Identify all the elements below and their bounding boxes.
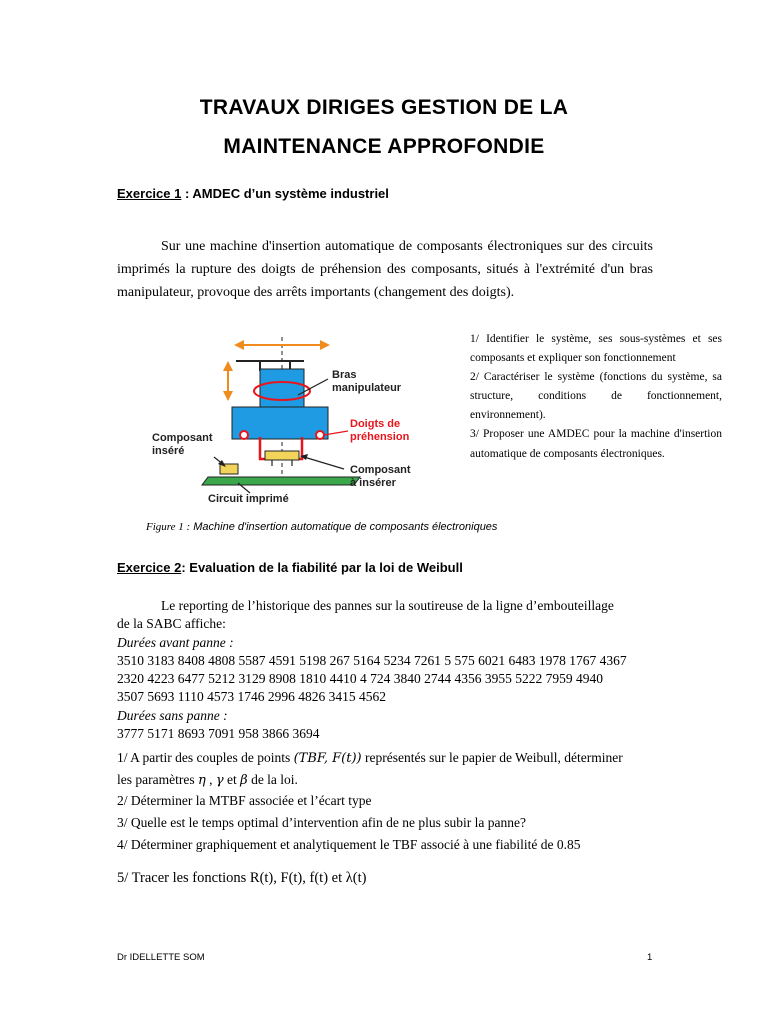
figure-1-caption — [146, 521, 497, 533]
exercise1-title: : AMDEC d’un système industriel — [181, 186, 389, 201]
dap-label: Durées avant panne : — [117, 634, 234, 650]
exercise1-label: Exercice 1 — [117, 186, 182, 201]
dsp-label: Durées sans panne : — [117, 707, 228, 723]
footer-author: Dr IDELLETTE SOM — [117, 952, 205, 963]
exercise1-question-3: 3/ Proposer une AMDEC pour la machine d'insertion automatique de composants électroniques. — [470, 428, 722, 460]
figure-1-diagram — [148, 333, 420, 507]
dap-line-2: 2320 4223 6477 5212 3129 8908 1810 4410 4 724 3840 2744 4356 3955 5222 7959 4940 — [117, 671, 603, 687]
math-tbf-ft: (TBF, F(t)) — [293, 751, 362, 766]
finger-right — [316, 431, 324, 439]
label-manipulateur: manipulateur — [332, 382, 402, 394]
exercise2-question-3: 3/ Quelle est le temps optimal d’intervention afin de ne plus subir la panne? — [117, 815, 527, 830]
label-composant-insere-1: Composant — [152, 432, 213, 444]
math-gamma: γ — [215, 773, 224, 788]
exercise2-question-2: 2/ Déterminer la MTBF associée et l’écart type — [117, 793, 372, 808]
exercise2-body — [117, 597, 717, 743]
figure-caption-text: Machine d'insertion automatique de composants électroniques — [190, 521, 498, 533]
exercise1-heading — [117, 186, 389, 201]
exercise2-title: : Evaluation de la fiabilité par la loi de Weibull — [181, 560, 463, 575]
dap-line-1: 3510 3183 8408 4808 5587 4591 5198 267 5164 5234 7261 5 575 6021 6483 1978 1767 4367 — [117, 652, 627, 668]
exercise1-paragraph: Sur une machine d'insertion automatique de composants électroniques sur des circuits imprimés la rupture des doigts de préhension des composants, situés à l'extrémité d'un bras manipulateur, provoque des arrêts importants (changement des doigts). — [117, 239, 653, 300]
math-beta: β — [240, 773, 248, 788]
exercise2-question-5: 5/ Tracer les fonctions R(t), F(t), f(t) et λ(t) — [117, 870, 367, 886]
exercise2-question-4: 4/ Déterminer graphiquement et analytiquement le TBF associé à une fiabilité de 0.85 — [117, 837, 581, 852]
dap-line-3: 3507 5693 1110 4573 1746 2996 4826 3415 4562 — [117, 689, 386, 705]
document-title-line1: TRAVAUX DIRIGES GESTION DE LA — [199, 96, 569, 119]
exercise2-heading — [117, 560, 463, 575]
dsp-line: 3777 5171 8693 7091 958 3866 3694 — [117, 726, 320, 742]
printed-circuit — [202, 477, 360, 485]
label-composant-inserer-2: à insérer — [350, 477, 396, 489]
document-title-line2: MAINTENANCE APPROFONDIE — [223, 135, 545, 158]
component-to-insert — [265, 451, 299, 460]
label-prehension: préhension — [350, 431, 410, 443]
math-eta: η — [197, 773, 206, 788]
label-composant-insere-2: inséré — [152, 445, 185, 457]
exercise2-question-1a: 1/ A partir des couples de points (TBF, F(t)) représentés sur le papier de Weibull, déterminer — [117, 750, 623, 766]
exercise1-question-1: 1/ Identifier le système, ses sous-systèmes et ses composants et expliquer son fonctionnement — [470, 333, 722, 365]
exercise2-question-1b: les paramètres η , γ et β de la loi. — [117, 772, 298, 788]
exercise2-intro-line2: de la SABC affiche: — [117, 616, 226, 632]
figure-caption-prefix: Figure 1 : — [146, 521, 191, 533]
finger-left — [240, 431, 248, 439]
exercise2-intro-line1: Le reporting de l’historique des pannes sur la soutireuse de la ligne d’embouteillage — [161, 598, 614, 613]
exercise1-questions — [470, 330, 722, 464]
arm-upper-block — [260, 369, 304, 407]
label-doigts: Doigts de — [350, 418, 401, 430]
exercise1-question-2: 2/ Caractériser le système (fonctions du système, sa structure, conditions de fonctionnement, environnement). — [470, 371, 722, 422]
label-bras: Bras — [332, 369, 357, 381]
exercise2-label: Exercice 2 — [117, 560, 182, 575]
footer-page-number: 1 — [647, 952, 653, 963]
label-circuit: Circuit imprimé — [208, 493, 289, 505]
label-composant-inserer-1: Composant — [350, 464, 411, 476]
